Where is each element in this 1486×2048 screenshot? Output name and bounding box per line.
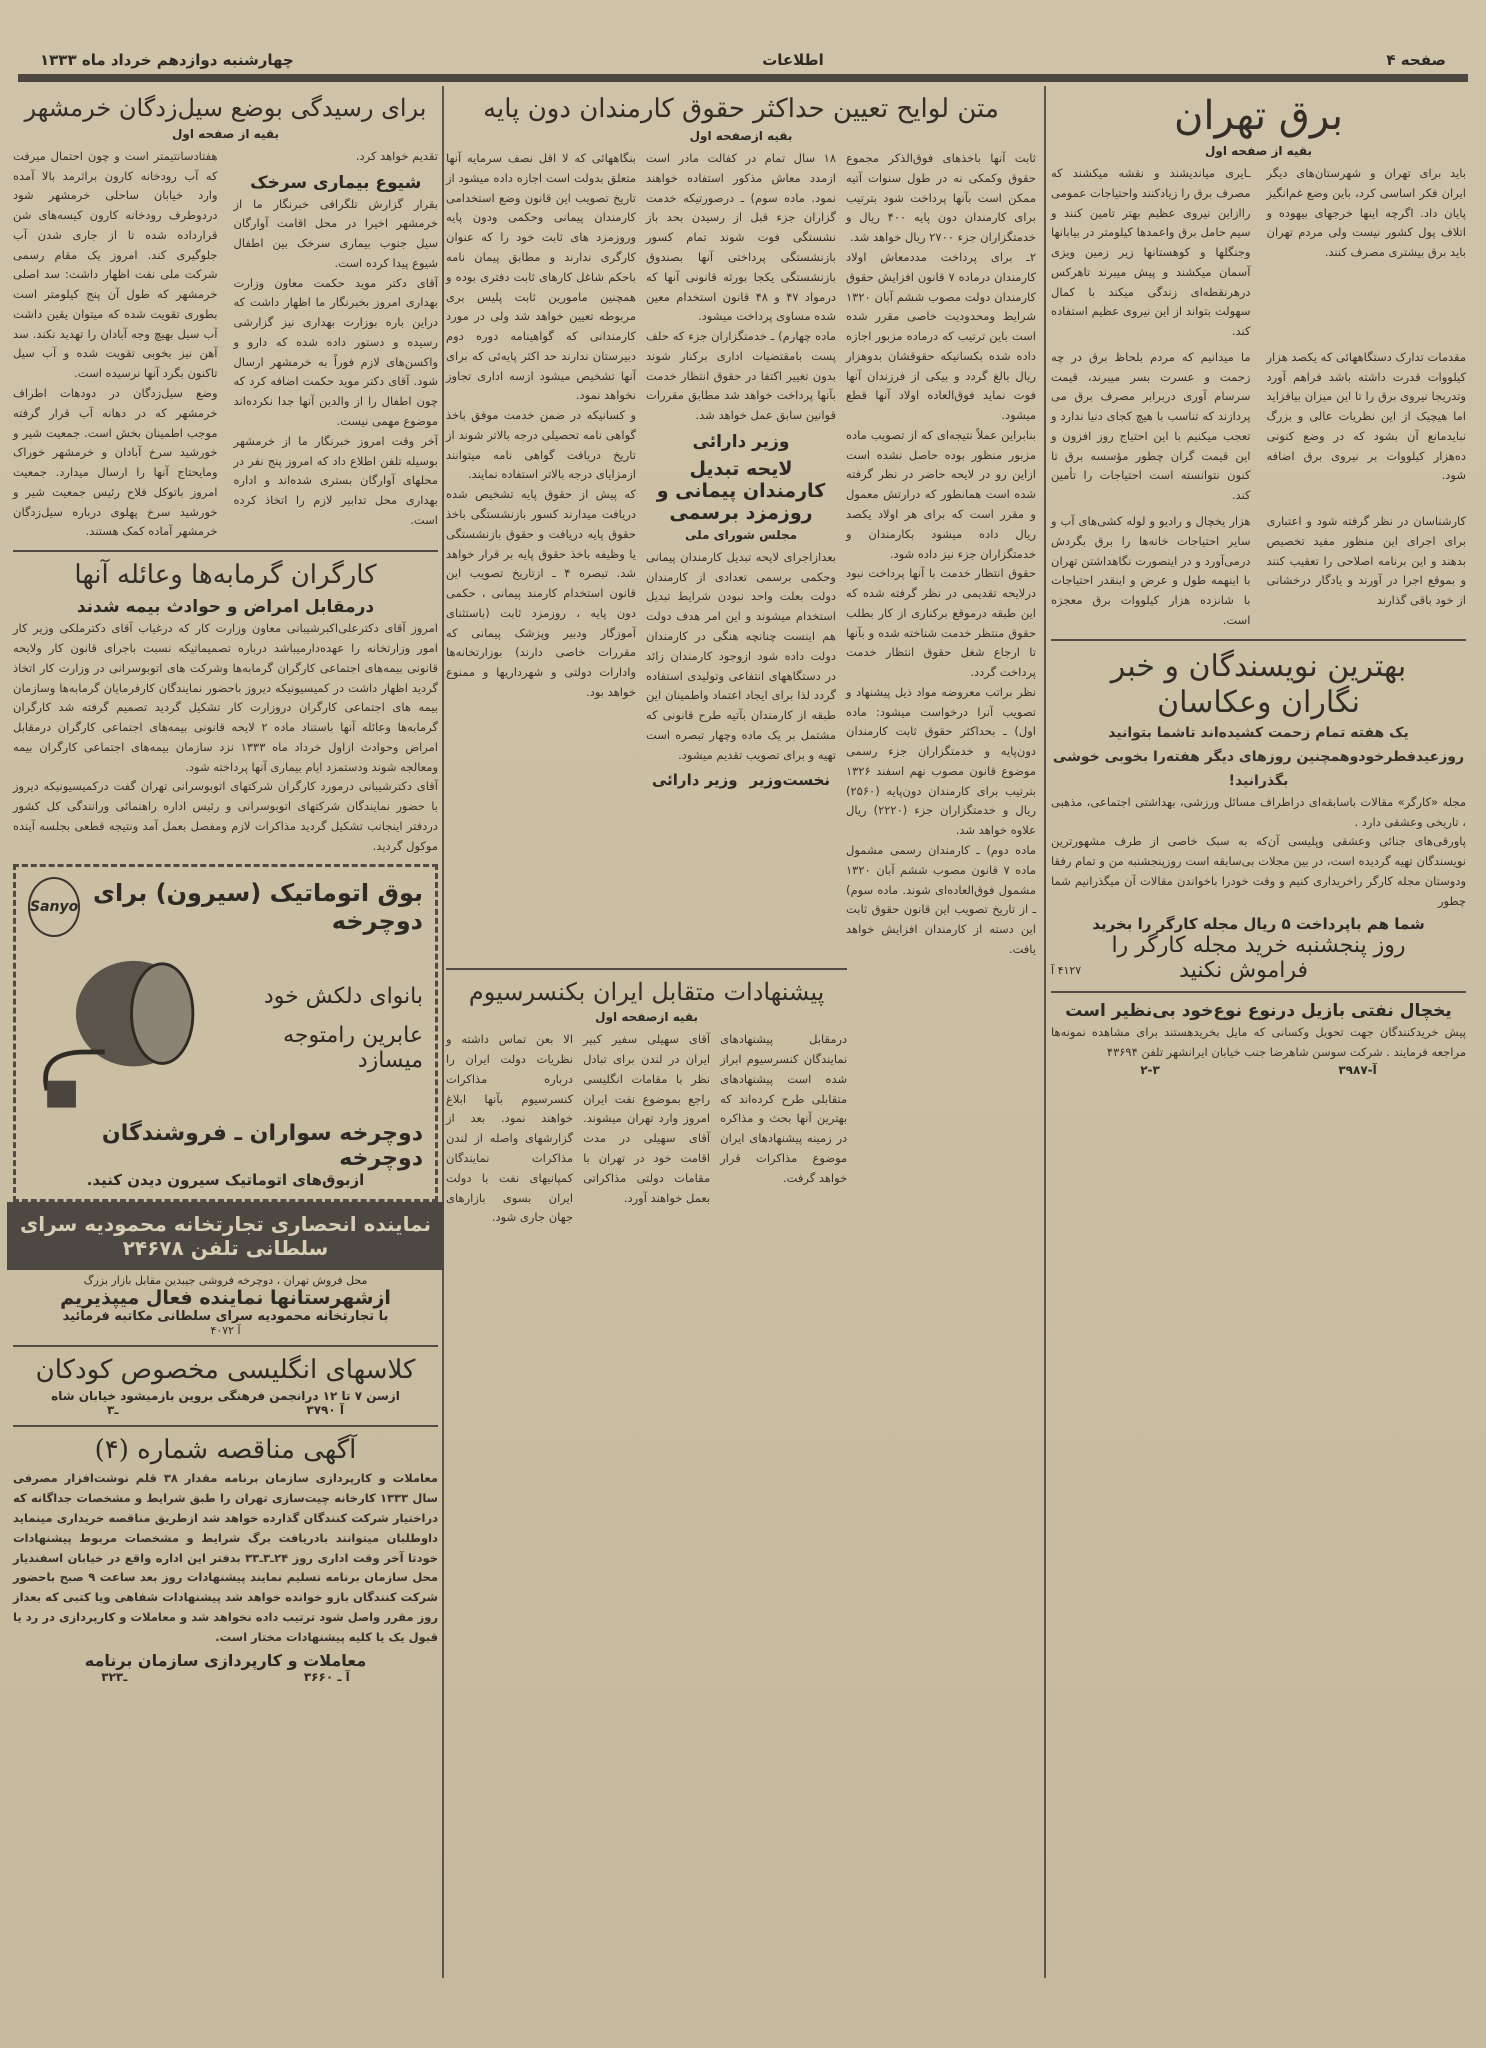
article-text: آخر وقت امروز خبرنگار ما از خرمشهر بوسیله تلفن اطلاع داد که امروز پنج نفر در محلهای آوارگان بستری شده‌اند و اداره بهداری محل تدابیر لازم را اتخاذ کرده است. [233, 433, 438, 527]
ad-lead: یک هفته تمام زحمت کشیده‌اند تاشما بتوانید روزعیدفطرخودوهمچنین روزهای دیگر هفته‌را بخوبی خوشی بگذرانید! [1052, 724, 1465, 789]
ad-line: عابرین رامتوجه میسازد [283, 1022, 423, 1073]
headline: متن لوایح تعیین حداکثر حقوق کارمندان دون پایه [483, 94, 999, 124]
ad-title: نگاران وعکاسان [1157, 684, 1360, 720]
section-divider [1051, 991, 1466, 993]
ad-body: پیش خریدکنندگان جهت تحویل وکسانی که مایل بخریدهستند برای مشاهده نمونه‌ها مراجعه فرمایند . شرکت سوسن شاهرضا جنب خیابان ایرانشهر تلفن ۴۳۶۹۴ [1051, 1025, 1466, 1060]
article-text: آقای دکتر موید حکمت معاون وزارت بهداری امروز بخبرنگار ما اظهار داشت که دراین باره بوزارت بهداری نیز گزارشی رسیده و دستور داده شده که دارو و واکسن‌های لازم فوراً به خرمشهر ارسال شود. آقای دکتر موید حکمت اضافه کرد که چون اطفال را از والدین آنها جدا نکرده‌اند موضوع مهمی نیست. [233, 275, 438, 428]
subheadline: درمقابل امراض و حوادث بیمه شدند [76, 597, 375, 618]
article-text: ۱۸ سال تمام در کفالت مادر است ازمدد معاش مذکور استفاده خواهند نمود. ماده سوم) ـ درصورتیکه خدمت گزاران جزء قبل از رسیدن بحد باز نشستگی فوت شوند تمام کسور بازنشستگی پرداختی آنها بصندوق بازنشستگی یکجا بورثه قانونی آنها که درمواد ۴۷ و ۴۸ قانون استخدام معین شده مساوی پرداخت میشود. [646, 151, 836, 324]
article-text: ماده چهارم) ـ خدمتگزاران جزء که حلف پست بامقتضیات اداری برکنار شوند بدون تغییر اکتفا در حقوق انتظار خدمت بآنها پرداخت خواهد شد مطابق مقررات قوانین سابق عمل خواهد شد. [646, 329, 836, 423]
article-text: ماده دوم) ـ کارمندان رسمی مشمول ماده ۷ قانون مصوب ششم آبان ۱۳۲۰ مشمول فوق‌العاده‌ای شوند. ماده سوم) ـ از تاریخ تصویب این قانون حقوق ثابت این دسته از کارمندان افزایش خواهد یافت. [846, 842, 1036, 956]
ad-ref: ۲-۳ [1140, 1062, 1160, 1077]
ad-line: ازبوق‌های اتوماتیک سیرون دیدن کنید. [86, 1171, 365, 1190]
article-text: نظر براتب معروضه مواد ذیل پیشنهاد و تصویب آنرا درخواست میشود: ماده اول) ـ بحداکثر حقوق ثابت کارمندان دون‌پایه و خدمتگزاران جزء رسمی موضوع قانون مصوب نهم اسفند ۱۳۲۶ بترتیب برای کارمندان دون‌پایه (۲۵۶۰) ریال و خدمتگزاران جزء (۲۲۲۰) ریال علاوه خواهد شد. [846, 684, 1036, 838]
newspaper-name: اطلاعات [762, 51, 824, 69]
ad-code: آ ـ ۳۶۶۰ [303, 1670, 350, 1685]
article-text: باید برای تهران و شهرستان‌های دیگر ایران فکر اساسی کرد، باین وضع غم‌انگیز پایان داد. اگرچه اینها خرجهای بیهوده و اتلاف پول کشور نیست ولی مردم تهران باید برق بیشتری مصرف کنند. [1266, 166, 1466, 260]
ad-line: دوچرخه سواران ـ فروشندگان دوچرخه [101, 1121, 423, 1172]
column-divider [1044, 86, 1046, 1978]
article-text: ما میدانیم که مردم بلحاظ برق در چه زحمت و عسرت بسر میبرند، قیمت سرسام آوری دربرابر مصرف برق می پردازند که تناسب با هیچ کجای دنیا ندارد و تعجب میکنیم با این احتیاج روز افزون و این قیمت گران چطور مؤسسه برق تا کنون نتوانسته است احتیاجات را تأمین کند. [1051, 349, 1251, 503]
column-divider [442, 86, 444, 1978]
section-divider [446, 968, 847, 970]
article-text: بنابراین عملاً نتیجه‌ای که از تصویب ماده مزبور منظور بوده حاصل نشده است ازاین رو در لایحه حاضر در نظر گرفته شده است همانطور که درارتش معمول و مقرر است که برای هر اولاد یکصد ریال داده میشود بکارمندان و خدمتگزاران جزء نیز داده شود. [846, 427, 1036, 561]
ad-signature: معاملات و کارپردازی سازمان برنامه [84, 1651, 367, 1671]
ad-code: آ-۳۹۸۷ [1338, 1062, 1377, 1077]
article-text: هفتادسانتیمتر است و چون احتمال میرفت که آب رودخانه کارون براثرمد بالا آمده وارد خیابان ساحلی خرمشهر شود دردوطرف رودخانه کارون کیسه‌های شن قرارداده شده تا از جاری شدن آب جلوگیری کند. امروز یک مقام رسمی شرکت ملی نفت اظهار داشت: سد اصلی خرمشهر که طول آن پنج کیلومتر است بطوری تقویت شده که میتوان یقین داشت آب سیل بهیچ وجه آبادان را تهدید نکند. سد آهن نیز بخوبی تقویت شده و آب سیل تاکنون بگرد آنها نرسیده است. [13, 148, 218, 381]
ad-title: آگهی مناقصه شماره (۴) [94, 1435, 357, 1466]
majlis-label: مجلس شورای ملی [684, 527, 798, 542]
article-text: آقای دکترشیبانی درمورد کارگران شرکتهای اتوبوسرانی تهران گفت درکمیسیونیکه دیروز با حضور نمایندگان شرکتهای اتوبوسرانی و رئیس اداره راهنمائی ورانندگی کل کشور دردفتر اینجانب تشکیل گردید مذاکرات لازم ومفصل بعمل آمد ونتیجه قطعی بجلسه آینده موکول گردید. [13, 779, 438, 853]
article-text: امروز آقای دکترعلی‌اکبرشیبانی معاون وزارت کار که درغیاب آقای دکترملکی وزیر کار امور وزارتخانه را عهده‌دارمیباشد درباره تصمیماتیکه نسبت باجرای قانون کار ولایحه قانونی بیمه‌های اجتماعی کارگران گرمابه‌ها وشرکت های اتوبوسرانی در وزارت کار اتخاذ گردید اظهار داشت در کمیسیونیکه دیروز باحضور نمایندگان کارفرمایان گرمابه‌ها وسازمان بیمه های اجتماعی کارگران دروزارت کار تشکیل گردید تصمیم گرفته شد کارگران گرمابه‌ها وعائله آنها باستناد ماده ۲ لایحه قانونی بیمه‌های اجتماعی کارگران درمقابل امراض وحوادث ازاول خرداد ماه ۱۳۳۳ نزد سازمان بیمه‌های اجتماعی کارگران بیمه ومعالجه شوند ودستمزد ایام بیماری آنها پرداخته شود. [13, 621, 438, 774]
bicycle-horn-illustration-icon [28, 943, 220, 1113]
article-bathhouse-workers [13, 560, 438, 856]
subheadline: لایحه تبدیل کارمندان پیمانی و روزمزد برسمی [656, 457, 826, 524]
ad-line: بانوای دلکش خود [263, 983, 423, 1009]
article-text: بعدازاجرای لایحه تبدیل کارمندان پیمانی وحکمی برسمی تعدادی از کارمندان دولت بعلت واحد نبودن شرایط تبدیل استخدام میشوند و این امر هدف دولت هم اینست چنانچه هنگی در کارمندان دولت داده شود ازوجود کارمندان زائد در دستگاههای انتفاعی وتولیدی استفاده گردد لذا برای ایجاد اعتماد واطمینان این طبقه از کارمندان بآتیه طرح قانونی که مشتمل بر یک ماده وچهار تبصره است تهیه و برای تصویب تقدیم میشود. [646, 549, 836, 762]
ad-bicycle-horn [13, 864, 438, 1202]
article-text: مقدمات تدارک دستگاههائی که یکصد هزار کیلووات قدرت داشته باشد فراهم آورد وتدریجا نیروی برق را تا این میزان بیافزاید اما هیچیک از این نظریات عالی و بزرگ نبایدمانع آن بشود که در وضع کنونی ده‌هزار کیلووات بر نیروی برق اضافه شود. [1266, 349, 1466, 483]
article-text: آقای سهیلی سفیر کبیر ایران در لندن برای تبادل نظر با مقامات انگلیسی راجع بموضوع نفت ایران امروز وارد تهران میشوند. آقای سهیلی در مدت اقامت خود در تهران با مقامات دولتی مذاکراتی بعمل خواهند آورد. [583, 1032, 711, 1205]
ad-code: آ ۳۷۹۰ [306, 1403, 344, 1418]
masthead-rule [18, 74, 1468, 82]
brand-logo-text: Sanyo [30, 899, 79, 916]
ad-rep-body: با تجارتخانه محمودیه سرای سلطانی مکاتبه فرمائید [62, 1309, 389, 1325]
ad-title: یخچال نفتی بازیل درنوع نوع‌خود بی‌نظیر است [1065, 1001, 1452, 1022]
ad-rep-title: ازشهرستانها نماینده فعال میپذیریم [60, 1287, 391, 1310]
ad-cta: شما هم باپرداخت ۵ ریال مجله کارگر را بخرید [1092, 915, 1425, 934]
section-divider [13, 550, 438, 552]
ad-title: بهترین نویسندگان و خبر [1110, 648, 1407, 684]
article-text: الا بعن تماس داشته و نظریات دولت ایران را درباره مذاکرات کنسرسیوم بآنها ابلاغ خواهند نمود. بعد از گزارشهای واصله از لندن مذاکرات نمایندگان کمپانیهای نفت با دولت ایران بسوی بازارهای جهان جاری شود. [446, 1032, 574, 1225]
ad-body: معاملات و کارپردازی سازمان برنامه مقدار ۳۸ قلم نوشت‌افزار مصرفی سال ۱۳۳۳ کارخانه چیت‌سازی تهران را طبق شرایط و مشخصات جداگانه که دراختیار شرکت کنندگان گذارده خواهد شد ازطریق مناقصه خریداری مینماید داوطلبان میتوانند بادریافت برگ شرایط و مشخصات مربوط پیشنهادات خودتا آخر وقت اداری روز ۲۴ـ۳ـ۳۳ بدفتر این اداره واقع در خیابان اسفندیار محل سازمان برنامه تسلیم نمایند پیشنهادات روز بعد ساعت ۹ صبح باحضور شرکت کنندگان بازو خوانده خواهد شد پیشنهادات شفاهی ویا کتبی که بعداز روز مقرر واصل شود ترتیب داده نخواهد شد و معاملات و کارپردازی در رد یا قبول یک یا کلیه پیشنهادات مختار است. [13, 1471, 439, 1644]
ad-writers-magazine [1051, 649, 1466, 984]
article-text: حقوق انتظار خدمت با آنها پرداخت نبود درلایحه تقدیمی در نظر گرفته شده که این طبقه درموقع برکناری از کار بطلب حقوق منتظر خدمت شناخته شده و بآنها تا ارجاع شغل حقوق انتظار خدمت پرداخت گردد. [846, 566, 1036, 680]
sanyo-logo-icon [28, 877, 80, 937]
ad-title: بوق اتوماتیک (سیرون) برای دوچرخه [93, 879, 423, 936]
section-divider [13, 1345, 438, 1347]
ad-cta: فراموش نکنید [1179, 958, 1309, 984]
article-text: ثابت آنها باخذهای فوق‌الذکر مجموع حقوق وکمکی نه در طول سنوات آتیه ممکن است بآنها پرداخت شود بترتیب برای کارمندان دون پایه ۴۰۰ ریال و خدمتگزاران جزء ۲۷۰۰ ریال خواهد شد. [846, 151, 1036, 245]
signature: نخست‌وزیر [749, 771, 831, 790]
article-salary-bills [446, 86, 1036, 2048]
ad-code: ۴۱۲۷ آ [1051, 964, 1082, 978]
article-consortium [446, 978, 847, 1228]
article-text: که پیش از حقوق پایه تشخیص شده دریافت میدارند کسور بازنشستگی باخذ حقوق پایه دریافت و حقوق بازنشستگی یا وظیفه باخذ حقوق پایه بر قرار خواهد شد. تبصره ۴ ـ ازتاریخ تصویب این قانون استخدام کارمند پیمانی ، حکمی دون پایه ، روزمزد ثابت (باستثنای آموزگار ودبیر وپزشک پیمانی که مقررات خاصی دارند) بوزارتخانه‌ها وادارات دولتی و شهرداریها و ممنوع خواهد بود. [446, 487, 636, 699]
article-text: ۲ـ برای پرداخت مددمعاش اولاد کارمندان درماده ۷ قانون افزایش حقوق کارمندان دولت مصوب ششم آبان ۱۳۲۰ شرایط ومحدودیت خاصی مقرر شده است باین ترتیب که درماده مزبور اجازه داده شده بکسانیکه حقوقشان بدوهزار ریال بالغ گردد و بیکی از فرزندان آنها فوت نماید فوق‌العاده اولاد آنها قطع میشود. [846, 250, 1036, 423]
continued-label: بقیه ازصفحه اول [595, 1010, 699, 1025]
section-divider [13, 1425, 438, 1427]
signature: وزیر دارائی [692, 431, 790, 452]
headline: پیشنهادات متقابل ایران بکنسرسیوم [468, 977, 825, 1006]
article-text: ـایری میاندیشند و نقشه میکشند که مصرف برق را زیادکنند واحتیاجات عمومی راازاین نیروی عظیم بهتر تامین کنند و سیم حامل برق واعمدها کیلومتر در بیابانها وجنگلها و کوهستانها زیر زمین ویزی آسمان میکشند و پیش میبرند تاهرکس درهرنقطه‌ای زندگی میکند با کمال سهولت بتواند از این نیروی عظیم استفاده کند. [1051, 166, 1251, 339]
ad-sales-point: محل فروش تهران ، دوچرخه فروشی جیبدین مقابل بازار بزرگ [83, 1274, 368, 1288]
article-text: درمقابل پیشنهادهای نمایندگان کنسرسیوم ابراز شده است پیشنهادهای متقابلی طرح کرده‌اند که بهترین آنها بحث و مذاکره در زمینه پیشنهادهای ایران موضوع مذاکرات قرار خواهد گرفت. [720, 1032, 848, 1185]
ad-body: مجله «کارگر» مقالات باسابقه‌ای دراطراف مسائل ورزشی، بهداشتی اجتماعی، مذهبی ، تاریخی وعشقی دارد . [1051, 794, 1466, 829]
continued-label: بقیه از صفحه اول [1204, 144, 1312, 158]
ad-cta: روز پنجشنبه خرید مجله کارگر را [1111, 933, 1406, 959]
ad-body: پاورقی‌های جنائی وعشقی وپلیسی آن‌که به سبک خاصی از طرف مشهورترین نویسندگان تهیه گردیده است، در بین مجلات بی‌سابقه است روزپنجشنبه من و تمام رفقا ودوستان مجله کارگر راخریداری کنیم و وقت خودرا باخواندن مقالات آن میگذرانیم شما چطور [1051, 834, 1466, 908]
article-khorramshahr-flood [13, 86, 438, 2048]
page-number: صفحه ۴ [1386, 51, 1446, 69]
continued-label: بقیه از صفحه اول [171, 126, 279, 141]
issue-date: چهارشنبه دوازدهم خرداد ماه ۱۳۳۳ [40, 51, 294, 69]
subheadline: شیوع بیماری سرخک [250, 172, 422, 193]
article-text: هزار یخچال و رادیو و لوله کشی‌های آب و سایر احتیاجات خانه‌ها را برق بگردش درمی‌آورد و در اینصورت نگاهداشتن تهران با اینهمه طول و عرض و اینقدر احتیاجات با شانزده هزار کیلووات برق معجزه است. [1051, 514, 1251, 627]
ad-ref: ۳ـ۲۳ [101, 1670, 128, 1685]
article-text: بقرار گزارش تلگرافی خبرنگار ما از خرمشهر اخیرا در محل اقامت آوارگان سیل جنوب بیماری سرخک بین اطفال شیوع پیدا کرده است. [233, 196, 438, 270]
article-text: کارشناسان در نظر گرفته شود و اعتباری برای اجرای این منظور مفید تخصیص بدهند و این برنامه اصلاحی را تعقیب کنند و بموقع اجرا در آورند و یادگار درخشانی از خود باقی گذارند [1266, 514, 1466, 608]
article-barq-tehran [1051, 86, 1466, 2048]
article-text: بنگاههائی که لا اقل نصف سرمایه آنها متعلق بدولت است اجازه داده میشود از تاریخ تصویب این قانون وضع استخدامی کارمندان پیمانی وحکمی ودون پایه وروزمزد های ثابت خود را که عنوان کارگری ندارند و مطابق پیمان نامه باحکم شاغل کارهای ثابت دفتری بوده و همچنین مامورین ثابت پلیس بری مربوطه تعیین خواهد شد ولی در مورد کارمندانی که گواهینامه دوره دوم دبیرستان ندارند حد اکثر پایه‌ئی که برای آنها تشخیص میشود ازسه اداری تجاوز نخواهد نمود. [446, 151, 636, 403]
headline: کارگران گرمابه‌ها وعائله آنها [74, 560, 377, 591]
ad-code: آ ۴۰۷۲ [210, 1324, 241, 1338]
article-text: و کسانیکه در ضمن خدمت موفق باخذ گواهی نامه تحصیلی درجه بالاتر شوند از تاریخ دریافت گواهی نامه میتوانند ازمزایای درجه بالاتر استفاده نمایند. [446, 408, 636, 482]
ad-tender-notice [13, 1435, 438, 1684]
ad-ref: ـ۳ [106, 1403, 119, 1418]
article-text: وضع سیل‌زدگان در دودهات اطراف خرمشهر که در دهانه آب قرار گرفته موجب اطمینان بخش است. جمعیت شیر و خورشید سرخ آبادان و خرمشهر خوراک ومایحتاج آنها را ارسال میدارد. جمعیت امروز باتوکل فلاح رئیس جمعیت شیر و خورشید سرخ پهلوی درباره سیل‌زدگان خرمشهر آماده کمک هستند. [13, 385, 218, 539]
ad-body: ازسن ۷ تا ۱۲ درانجمن فرهنگی بروین بازمیشود خیابان شاه [51, 1389, 400, 1404]
section-divider [1051, 639, 1466, 641]
ad-dealer-banner: نماینده انحصاری تجارتخانه محمودیه سرای سلطانی تلفن ۲۴۶۷۸ [7, 1202, 444, 1270]
ad-title: کلاسهای انگلیسی مخصوص کودکان [35, 1355, 416, 1386]
article-text: تقدیم خواهد کرد. [355, 148, 438, 163]
ad-english-classes [13, 1355, 438, 1417]
continued-label: بقیه ازصفحه اول [689, 129, 793, 144]
signature: وزیر دارائی [651, 771, 738, 790]
ad-fridge [1051, 1001, 1466, 1077]
headline: برق تهران [1173, 93, 1344, 139]
headline: برای رسیدگی بوضع سیل‌زدگان خرمشهر [24, 94, 427, 122]
